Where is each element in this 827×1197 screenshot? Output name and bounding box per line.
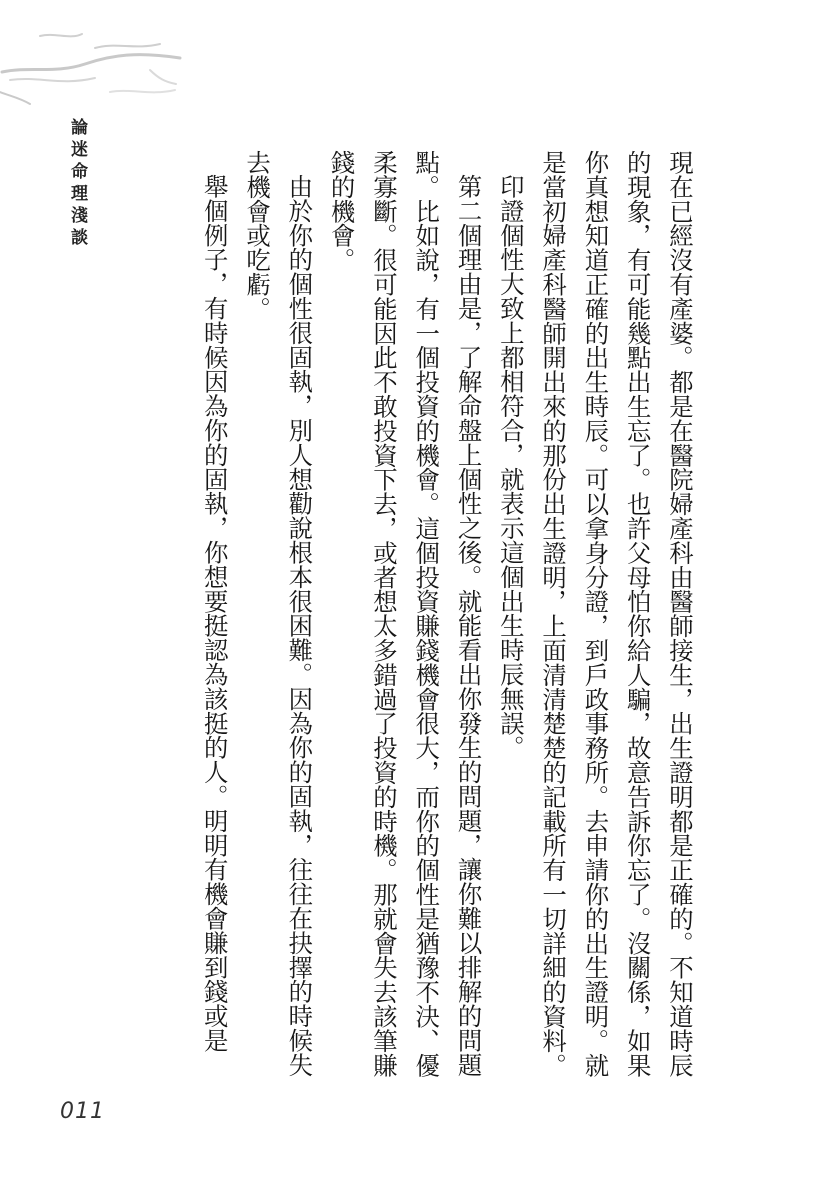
page-number: 011 — [60, 1099, 105, 1124]
paragraph-3: 第二個理由是，了解命盤上個性之後。就能看出你發生的問題，讓你難以排解的問題點。比如說，有一個投資的機會。這個投資賺錢機會很大，而你的個性是猶豫不決、優柔寡斷。很可能因此不敢投資下去，或者想太多錯過了投資的時機。那就會失去該筆賺錢的機會。 — [326, 150, 483, 1078]
paragraph-4: 由於你的個性很固執，別人想勸說根本很困難。因為你的固執，往往在抉擇的時候失去機會或吃虧。 — [242, 150, 314, 1078]
paragraph-5: 舉個例子，有時候因為你的固執，你想要挺認為該挺的人。明明有機會賺到錢或是 — [199, 174, 229, 1053]
paragraph-2: 印證個性大致上都相符合，就表示這個出生時辰無誤。 — [495, 174, 525, 760]
running-head: 論迷命理淺談 — [67, 118, 87, 250]
brush-stroke-decoration — [0, 0, 190, 120]
body-text — [150, 150, 700, 1080]
paragraph-1: 現在已經沒有產婆。都是在醫院婦產科由醫師接生，出生證明都是正確的。不知道時辰的現象，有可能幾點出生忘了。也許父母怕你給人騙，故意告訴你忘了。沒關係，如果你真想知道正確的出生時辰。可以拿身分證，到戶政事務所。去申請你的出生證明。就是當初婦產科醫師開出來的那份出生證明，上面清清楚楚的記載所有一切詳細的資料。 — [538, 150, 694, 1078]
